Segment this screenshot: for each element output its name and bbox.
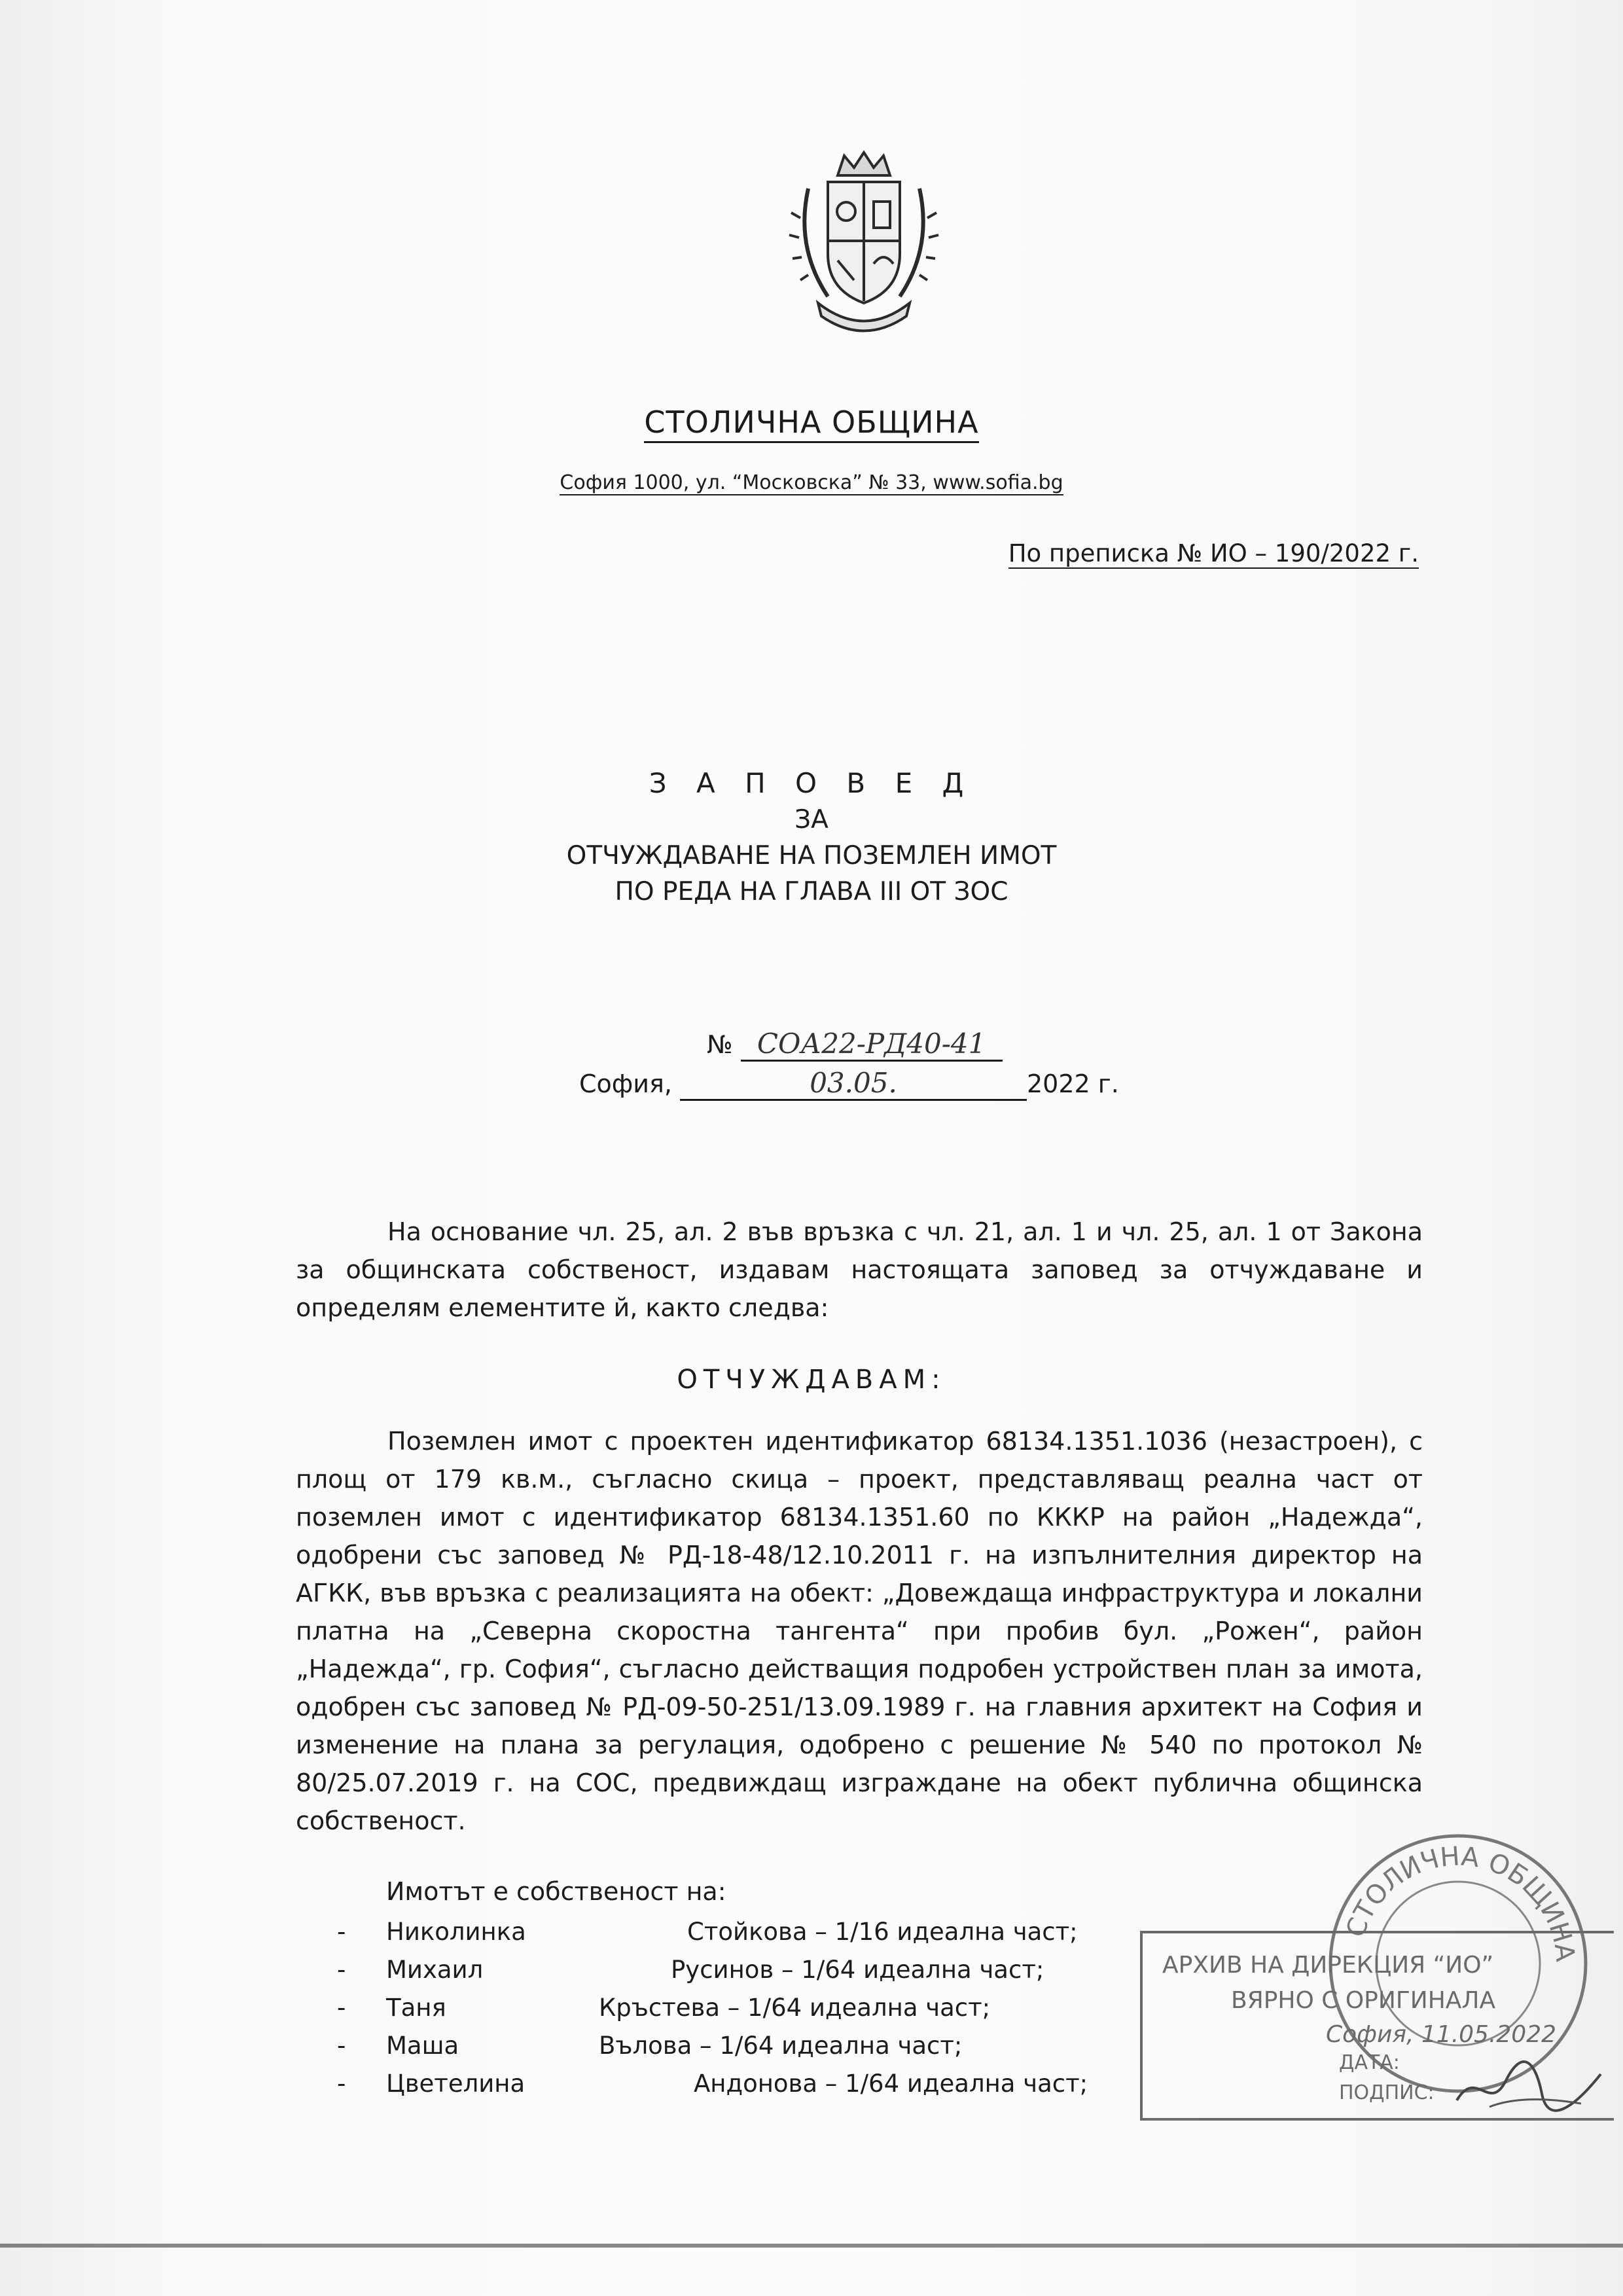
stamp-line-1: АРХИВ НА ДИРЕКЦИЯ “ИО” — [1162, 1952, 1494, 1979]
list-item — [337, 1956, 1149, 1988]
list-item — [337, 1918, 1149, 1950]
sofia-coat-of-arms-logo — [782, 149, 946, 339]
owner-last-name-share: Вълова – 1/64 идеална част; — [599, 2032, 963, 2060]
section-heading: ОТЧУЖДАВАМ: — [677, 1365, 946, 1395]
list-dash: - — [337, 1956, 346, 1984]
owner-last-name-share: Кръстева – 1/64 идеална част; — [599, 1994, 991, 2022]
scan-edge-line — [0, 2244, 1623, 2248]
expropriation-paragraph: Поземлен имот с проектен идентификатор 68134.1351.1036 (незастроен), с площ от 179 кв.м., съгласно скица – проект, представляващ реална част от поземлен имот с идентификатор 68134.1351.60 по КККР на район „Надежда“, одобрени със заповед № РД-18-48/12.10.2011 г. на изпълнителния директор на АГКК, във връзка с реализацията на обект: „Довеждаща инфраструктура и локални платна на „Северна скоростна тангента“ при пробив бул. „Рожен“, район „Надежда“, гр. София“, съгласно действащия подробен устройствен план за имота, одобрен със заповед № РД-09-50-251/13.09.1989 г. на главния архитект на София и изменение на плана за регулация, одобрено с решение № 540 по протокол № 80/25.07.2019 г. на СОС, предвиждащ изграждане на обект публична общинска собственост. — [296, 1427, 1423, 1835]
list-dash: - — [337, 2070, 346, 2098]
list-dash: - — [337, 1918, 346, 1946]
reference-number: По преписка № ИО – 190/2022 г. — [1008, 539, 1419, 567]
owner-first-name: Михаил — [386, 1956, 484, 1984]
owner-first-name: Николинка — [386, 1918, 526, 1946]
owner-last-name-share: Стойкова – 1/16 идеална част; — [687, 1918, 1078, 1946]
order-date — [579, 1067, 1119, 1101]
organization-name: СТОЛИЧНА ОБЩИНА — [0, 404, 1623, 440]
seal-text: СТОЛИЧНА ОБЩИНА — [1340, 1841, 1580, 1964]
handwritten-number: СОА22-РД40-41 — [741, 1028, 1003, 1062]
number-prefix: № — [707, 1030, 733, 1059]
list-item — [337, 1994, 1149, 2026]
handwritten-date: 03.05. — [680, 1067, 1027, 1101]
year-label: 2022 г. — [1027, 1069, 1119, 1098]
owner-first-name: Цветелина — [386, 2070, 526, 2098]
archive-stamp — [1140, 1931, 1614, 2121]
owner-last-name-share: Андонова – 1/64 идеална част; — [694, 2070, 1088, 2098]
stamp-line-3: София, 11.05.2022 — [1326, 2021, 1557, 2048]
list-dash: - — [337, 1994, 346, 2022]
title-line-2: ЗА — [794, 805, 829, 834]
organization-address: София 1000, ул. “Московска” № 33, www.sofia.bg — [560, 471, 1063, 494]
list-dash: - — [337, 2032, 346, 2060]
title-line-4: ПО РЕДА НА ГЛАВА III ОТ ЗОС — [615, 877, 1008, 906]
handwritten-signature — [1450, 2054, 1607, 2117]
title-line-3: ОТЧУЖДАВАНЕ НА ПОЗЕМЛЕН ИМОТ — [566, 841, 1057, 870]
owners-intro: Имотът е собственост на: — [386, 1877, 726, 1906]
stamp-signature-label: ПОДПИС: — [1339, 2081, 1435, 2104]
order-number — [707, 1028, 1003, 1062]
city-label: София, — [579, 1069, 672, 1098]
owner-first-name: Маша — [386, 2032, 459, 2060]
owner-last-name-share: Русинов – 1/64 идеална част; — [671, 1956, 1044, 1984]
stamp-date-label: ДАТА: — [1339, 2051, 1400, 2074]
list-item — [337, 2032, 1149, 2064]
list-item — [337, 2070, 1149, 2102]
legal-basis-paragraph: На основание чл. 25, ал. 2 във връзка с чл. 21, ал. 1 и чл. 25, ал. 1 от Закона за общинската собственост, издавам настоящата заповед за отчуждаване и определям елементите й, както следва: — [296, 1217, 1423, 1322]
stamp-line-2: ВЯРНО С ОРИГИНАЛА — [1231, 1987, 1496, 2014]
document-title: З А П О В Е Д — [649, 767, 974, 799]
owner-first-name: Таня — [386, 1994, 446, 2022]
